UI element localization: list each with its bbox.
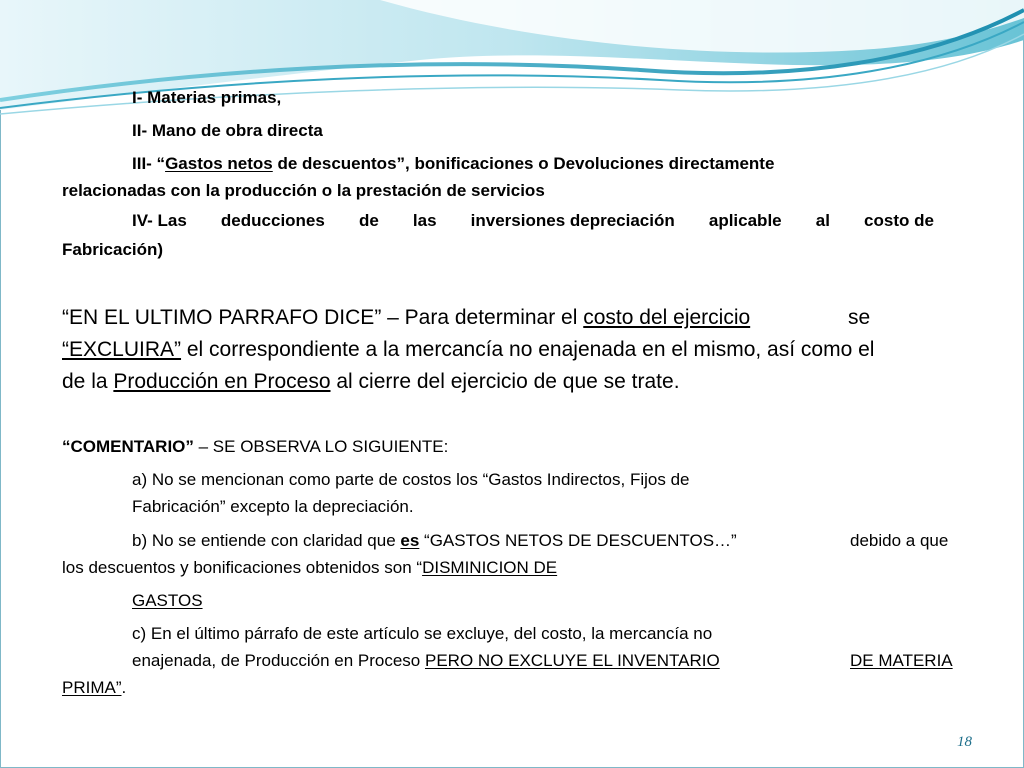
comment-c-line3 <box>62 678 126 698</box>
comentario-rest: – SE OBSERVA LO SIGUIENTE: <box>193 437 449 456</box>
word: IV- Las <box>132 211 187 230</box>
comment-c-line2-end <box>850 651 953 671</box>
paragraph-line-2 <box>62 338 874 362</box>
comment-b-line1-end: debido a que <box>850 531 949 550</box>
comment-c-line2 <box>132 651 720 671</box>
paragraph-text: “EN EL ULTIMO PARRAFO DICE” – Para determinar el <box>62 306 584 329</box>
comentario-heading <box>62 437 448 457</box>
comment-text: . <box>121 678 127 697</box>
item-deducciones-line2: Fabricación) <box>62 240 164 259</box>
pero-no-excluye-underlined: PERO NO EXCLUYE EL INVENTARIO <box>424 651 720 670</box>
comment-a-line2: Fabricación” excepto la depreciación. <box>132 497 414 516</box>
item-mano-de-obra: II- Mano de obra directa <box>132 121 323 140</box>
paragraph-text: de la <box>62 370 114 393</box>
word: deducciones <box>220 211 325 230</box>
comment-b-line1 <box>132 531 737 551</box>
comment-text: “GASTOS NETOS DE DESCUENTOS…” <box>419 531 737 550</box>
word: al <box>815 211 830 230</box>
comment-c-line1: c) En el último párrafo de este artículo se excluye, del costo, la mercancía no <box>132 624 713 643</box>
es-underlined: es <box>400 531 420 550</box>
page-number: 18 <box>957 734 972 750</box>
produccion-en-proceso-underlined: Producción en Proceso <box>113 370 331 393</box>
comment-text: los descuentos y bonificaciones obtenidos son “ <box>62 558 423 577</box>
gastos-netos-underlined: Gastos netos <box>165 154 273 173</box>
comment-a-line1: a) No se mencionan como parte de costos los “Gastos Indirectos, Fijos de <box>132 470 690 489</box>
item-deducciones-row <box>132 211 934 231</box>
word: las <box>412 211 437 230</box>
item-gastos-netos <box>132 154 774 174</box>
word: de <box>358 211 379 230</box>
item-materias-primas: I- Materias primas, <box>132 88 282 107</box>
word: inversiones depreciación <box>470 211 675 230</box>
item-gastos-netos-rest: de descuentos”, bonificaciones o Devoluciones directamente <box>272 154 775 173</box>
paragraph-line-1-end: se <box>848 306 871 329</box>
de-materia-underlined: DE MATERIA <box>850 651 953 670</box>
word: costo de <box>864 211 934 230</box>
item-gastos-netos-line2: relacionadas con la producción o la prestación de servicios <box>62 181 545 200</box>
paragraph-text: el correspondiente a la mercancía no enajenada en el mismo, así como el <box>181 338 875 361</box>
word: aplicable <box>708 211 782 230</box>
comment-text: enajenada, de Producción en Proceso <box>132 651 425 670</box>
comment-b-line2 <box>62 558 557 578</box>
disminucion-underlined: DISMINICION DE <box>422 558 558 577</box>
gastos-underlined: GASTOS <box>132 591 203 610</box>
item-gastos-netos-prefix: III- “ <box>132 154 166 173</box>
costo-del-ejercicio-underlined: costo del ejercicio <box>583 306 751 329</box>
excluira-underlined: “EXCLUIRA” <box>62 338 182 361</box>
paragraph-text: al cierre del ejercicio de que se trate. <box>330 370 680 393</box>
comment-text: b) No se entiende con claridad que <box>132 531 401 550</box>
comment-b-line3 <box>132 591 203 611</box>
prima-underlined: PRIMA” <box>62 678 122 697</box>
comentario-label: “COMENTARIO” <box>62 437 194 456</box>
paragraph-line-3 <box>62 370 680 394</box>
paragraph-line-1 <box>62 306 750 330</box>
